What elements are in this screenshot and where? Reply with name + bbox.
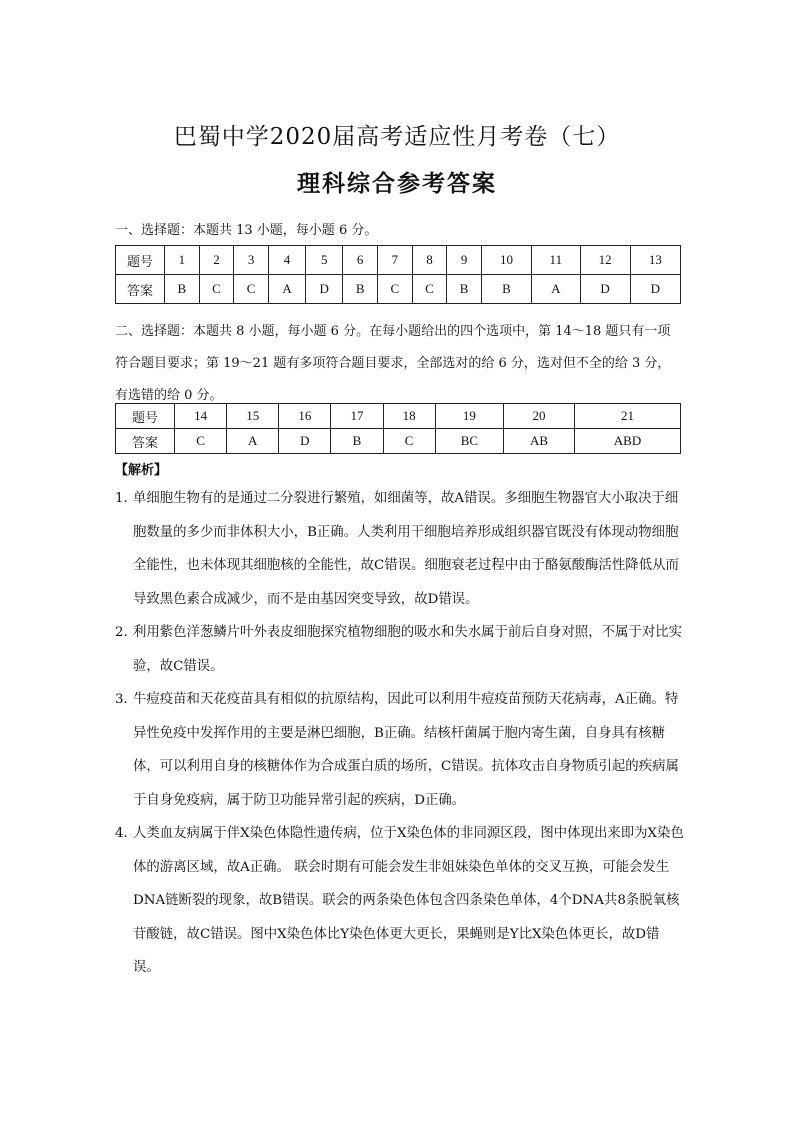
- question-number-cell: 13: [630, 246, 680, 275]
- page-subtitle: 理科综合参考答案: [297, 170, 497, 197]
- analysis-heading: 【解析】: [115, 463, 168, 478]
- table-row: [116, 246, 681, 275]
- analysis-item-number: 1．: [115, 491, 137, 506]
- answer-cell: C: [175, 429, 227, 454]
- answer-cell: A: [268, 275, 305, 304]
- table-row: [116, 404, 681, 429]
- question-number-cell: 3: [234, 246, 269, 275]
- page-title: 巴蜀中学2020届高考适应性月考卷（七）: [173, 124, 621, 150]
- question-number-cell: 19: [435, 404, 503, 429]
- answer-cell: C: [234, 275, 269, 304]
- question-number-cell: 21: [575, 404, 681, 429]
- row-label-question: 题号: [116, 246, 165, 275]
- section1-heading: 一、选择题：本题共 13 小题，每小题 6 分。: [115, 223, 378, 238]
- row-label-answer: 答案: [116, 429, 175, 454]
- answer-cell: B: [481, 275, 531, 304]
- answer-cell: C: [199, 275, 234, 304]
- question-number-cell: 17: [331, 404, 383, 429]
- answer-cell: A: [227, 429, 279, 454]
- section2-heading: 二、选择题：本题共 8 小题，每小题 6 分。在每小题给出的四个选项中，第 14～18 题只有一项符合题目要求；第 19～21 题有多项符合题目要求，全部选对的给 6 分，选对但不全的给 3 分，有选错的给 0 分。: [115, 324, 671, 403]
- analysis-item-text: 单细胞生物有的是通过二分裂进行繁殖，如细菌等，故A错误。多细胞生物器官大小取决于细胞数量的多少而非体积大小，B正确。人类利用干细胞培养形成组织器官既没有体现动物细胞全能性，也未体现其细胞核的全能性，故C错误。细胞衰老过程中由于酪氨酸酶活性降低从而导致黑色素合成减少，而不是由基因突变导致，故D错误。: [133, 491, 679, 607]
- question-number-cell: 9: [447, 246, 482, 275]
- question-number-cell: 1: [165, 246, 200, 275]
- analysis-item-text: 牛痘疫苗和天花疫苗具有相似的抗原结构，因此可以利用牛痘疫苗预防天花病毒，A正确。特异性免疫中发挥作用的主要是淋巴细胞，B正确。结核杆菌属于胞内寄生菌，自身具有核糖体，可以利用自身的核糖体作为合成蛋白质的场所，C错误。抗体攻击自身物质引起的疾病属于自身免疫病，属于防卫功能异常引起的疾病，D正确。: [133, 692, 679, 808]
- question-number-cell: 10: [481, 246, 531, 275]
- table-row: [116, 429, 681, 454]
- question-number-cell: 4: [268, 246, 305, 275]
- answer-cell: C: [378, 275, 413, 304]
- answer-cell: ABD: [575, 429, 681, 454]
- analysis-item-number: 2．: [115, 625, 137, 640]
- analysis-item-number: 4．: [115, 826, 137, 841]
- question-number-cell: 2: [199, 246, 234, 275]
- answer-cell: AB: [504, 429, 575, 454]
- question-number-cell: 12: [580, 246, 630, 275]
- analysis-item-text: 人类血友病属于伴X染色体隐性遗传病，位于X染色体的非同源区段，图中体现出来即为X染色体的游离区域，故A正确。 联会时期有可能会发生非姐妹染色单体的交叉互换，可能会发生DNA链断裂的现象，故B错误。联会的两条染色体包含四条染色单体，4个DNA共8条脱氧核苷酸链，故C错误。图中X染色体比Y染色体更大更长，果蝇则是Y比X染色体更长，故D错误。: [133, 826, 684, 975]
- analysis-item: [115, 683, 685, 817]
- question-number-cell: 20: [504, 404, 575, 429]
- answer-cell: D: [630, 275, 680, 304]
- analysis-item: [115, 616, 685, 683]
- question-number-cell: 16: [279, 404, 331, 429]
- answer-cell: BC: [435, 429, 503, 454]
- question-number-cell: 6: [343, 246, 378, 275]
- question-number-cell: 8: [412, 246, 447, 275]
- answer-cell: B: [165, 275, 200, 304]
- row-label-answer: 答案: [116, 275, 165, 304]
- analysis-item: [115, 817, 685, 985]
- question-number-cell: 18: [383, 404, 435, 429]
- answer-cell: D: [580, 275, 630, 304]
- question-number-cell: 5: [306, 246, 343, 275]
- answer-cell: C: [412, 275, 447, 304]
- analysis-item-text: 利用紫色洋葱鳞片叶外表皮细胞探究植物细胞的吸水和失水属于前后自身对照，不属于对比实验，故C错误。: [133, 625, 683, 674]
- question-number-cell: 14: [175, 404, 227, 429]
- analysis-item: [115, 482, 685, 616]
- table-row: [116, 275, 681, 304]
- answer-cell: B: [343, 275, 378, 304]
- section1-answer-table: [115, 245, 681, 304]
- answer-cell: B: [331, 429, 383, 454]
- answer-cell: A: [532, 275, 580, 304]
- question-number-cell: 7: [378, 246, 413, 275]
- answer-cell: D: [306, 275, 343, 304]
- analysis-item-number: 3．: [115, 692, 137, 707]
- question-number-cell: 15: [227, 404, 279, 429]
- question-number-cell: 11: [532, 246, 580, 275]
- answer-cell: C: [383, 429, 435, 454]
- answer-cell: D: [279, 429, 331, 454]
- section2-answer-table: [115, 403, 681, 454]
- row-label-question: 题号: [116, 404, 175, 429]
- answer-cell: B: [447, 275, 482, 304]
- analysis-list: [115, 482, 685, 985]
